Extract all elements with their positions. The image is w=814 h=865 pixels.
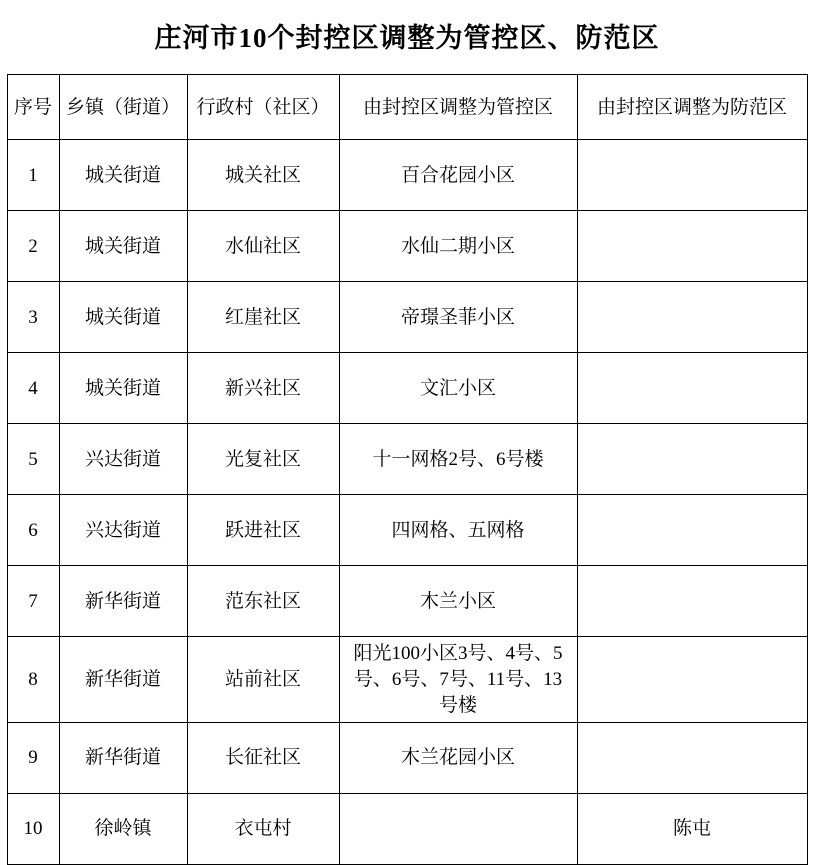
cell-index: 7: [7, 566, 59, 637]
table-row: [7, 637, 807, 723]
cell-town: 城关街道: [59, 353, 187, 424]
cell-index: 3: [7, 282, 59, 353]
table-row: [7, 211, 807, 282]
column-header-town: 乡镇（街道）: [59, 75, 187, 140]
cell-town: 新华街道: [59, 723, 187, 794]
table-row: [7, 723, 807, 794]
cell-to-control: 水仙二期小区: [339, 211, 577, 282]
cell-index: 9: [7, 723, 59, 794]
cell-village: 红崖社区: [187, 282, 339, 353]
cell-town: 新华街道: [59, 637, 187, 723]
cell-village: 水仙社区: [187, 211, 339, 282]
cell-to-prevention: [577, 211, 807, 282]
cell-town: 兴达街道: [59, 495, 187, 566]
cell-to-prevention: [577, 495, 807, 566]
table-row: [7, 353, 807, 424]
cell-to-prevention: [577, 353, 807, 424]
column-header-to-prevention: 由封控区调整为防范区: [577, 75, 807, 140]
table-row: [7, 140, 807, 211]
cell-village: 长征社区: [187, 723, 339, 794]
table-row: [7, 282, 807, 353]
cell-town: 城关街道: [59, 282, 187, 353]
cell-to-prevention: [577, 140, 807, 211]
cell-index: 6: [7, 495, 59, 566]
table-row: [7, 495, 807, 566]
cell-town: 城关街道: [59, 140, 187, 211]
table-header: [7, 75, 807, 140]
column-header-to-control: 由封控区调整为管控区: [339, 75, 577, 140]
cell-index: 5: [7, 424, 59, 495]
cell-to-prevention: [577, 424, 807, 495]
cell-to-control: 文汇小区: [339, 353, 577, 424]
table-body: [7, 140, 807, 865]
cell-village: 站前社区: [187, 637, 339, 723]
table-header-row: [7, 75, 807, 140]
cell-to-control: 木兰小区: [339, 566, 577, 637]
cell-index: 1: [7, 140, 59, 211]
cell-town: 兴达街道: [59, 424, 187, 495]
cell-to-prevention: [577, 723, 807, 794]
cell-village: 跃进社区: [187, 495, 339, 566]
cell-to-prevention: [577, 282, 807, 353]
cell-to-prevention: [577, 637, 807, 723]
cell-to-control: 阳光100小区3号、4号、5号、6号、7号、11号、13号楼: [339, 637, 577, 723]
cell-town: 新华街道: [59, 566, 187, 637]
column-header-index: 序号: [7, 75, 59, 140]
cell-village: 城关社区: [187, 140, 339, 211]
cell-town: 城关街道: [59, 211, 187, 282]
table-row: [7, 424, 807, 495]
cell-village: 光复社区: [187, 424, 339, 495]
cell-to-control: 木兰花园小区: [339, 723, 577, 794]
cell-to-control: 百合花园小区: [339, 140, 577, 211]
cell-index: 4: [7, 353, 59, 424]
cell-to-prevention: [577, 566, 807, 637]
cell-to-control: 四网格、五网格: [339, 495, 577, 566]
cell-index: 8: [7, 637, 59, 723]
column-header-village: 行政村（社区）: [187, 75, 339, 140]
cell-index: 10: [7, 794, 59, 865]
cell-to-control: [339, 794, 577, 865]
cell-to-control: 十一网格2号、6号楼: [339, 424, 577, 495]
adjustment-table: [7, 74, 808, 865]
cell-village: 范东社区: [187, 566, 339, 637]
cell-village: 新兴社区: [187, 353, 339, 424]
cell-village: 衣屯村: [187, 794, 339, 865]
cell-to-prevention: 陈屯: [577, 794, 807, 865]
table-row: [7, 794, 807, 865]
cell-town: 徐岭镇: [59, 794, 187, 865]
cell-index: 2: [7, 211, 59, 282]
table-row: [7, 566, 807, 637]
cell-to-control: 帝璟圣菲小区: [339, 282, 577, 353]
page-title: 庄河市10个封控区调整为管控区、防范区: [154, 23, 660, 53]
